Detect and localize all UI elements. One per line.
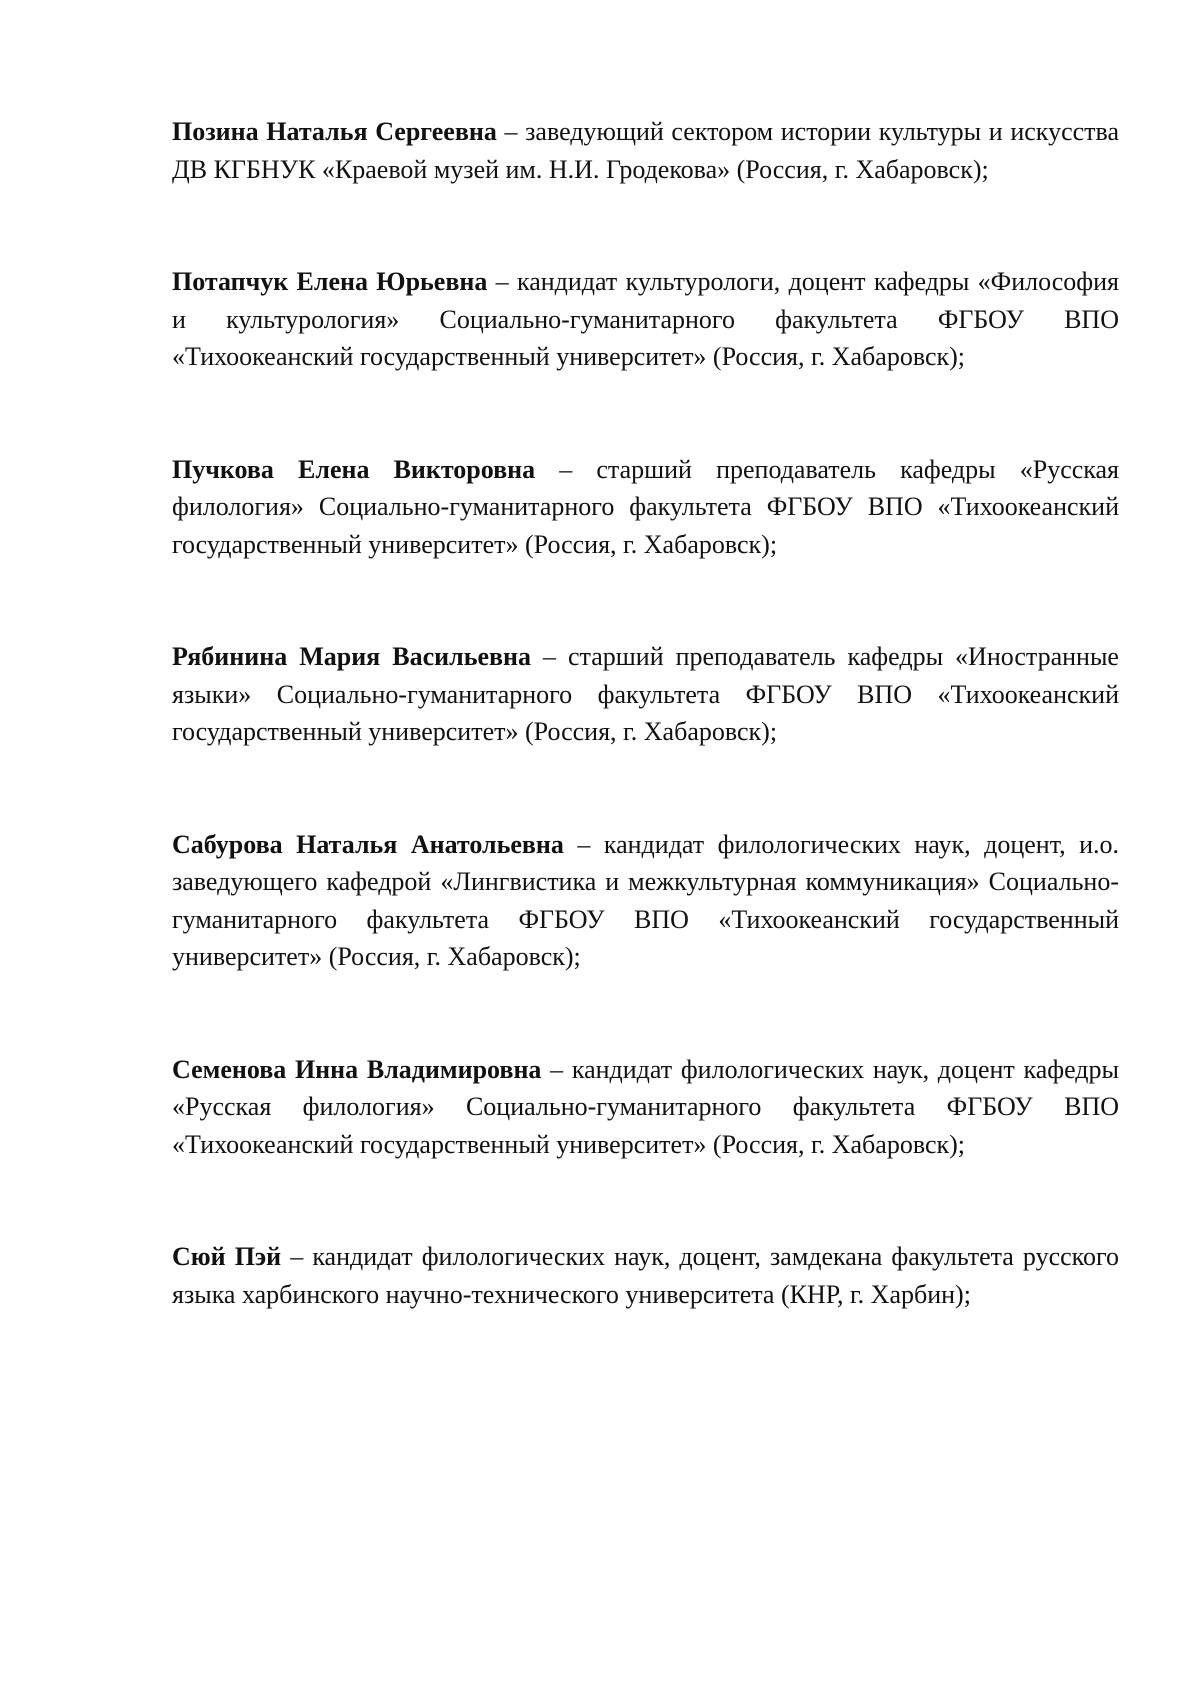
person-description: – кандидат филологических наук, доцент, и.о. заведующего кафедрой «Лингвистика и межкультурная коммуникация» Социально-гуманитарного факультета ФГБОУ ВПО «Тихоокеанский государственный университет» (Россия, г. Хабаровск); — [172, 829, 1119, 971]
person-entry — [172, 263, 1119, 376]
person-name: Позина Наталья Сергеевна — [172, 117, 497, 146]
person-description: – кандидат филологических наук, доцент, замдекана факультета русского языка харбинского научно-технического университета (КНР, г. Харбин); — [172, 1242, 1119, 1309]
person-name: Сабурова Наталья Анатольевна — [172, 829, 564, 859]
person-description: – кандидат культурологи, доцент кафедры «Философия и культурология» Социально-гуманитарного факультета ФГБОУ ВПО «Тихоокеанский государственный университет» (Россия, г. Хабаровск); — [172, 267, 1119, 371]
person-description: – старший преподаватель кафедры «Иностранные языки» Социально-гуманитарного факультета ФГБОУ ВПО «Тихоокеанский государственный университет» (Россия, г. Хабаровск); — [172, 642, 1119, 746]
person-name: Пучкова Елена Викторовна — [172, 454, 536, 484]
person-entry — [172, 113, 1119, 188]
person-description: – старший преподаватель кафедры «Русская филология» Социально-гуманитарного факультета ФГБОУ ВПО «Тихоокеанский государственный университет» (Россия, г. Хабаровск); — [172, 454, 1120, 559]
person-entry — [172, 1238, 1119, 1313]
person-name: Сюй Пэй — [172, 1242, 282, 1271]
person-description: – заведующий сектором истории культуры и искусства ДВ КГБНУК «Краевой музей им. Н.И. Гродекова» (Россия, г. Хабаровск); — [172, 117, 1119, 184]
person-name: Семенова Инна Владимировна — [172, 1054, 542, 1084]
person-entry — [172, 638, 1119, 751]
person-description: – кандидат филологических наук, доцент кафедры «Русская филология» Социально-гуманитарного факультета ФГБОУ ВПО «Тихоокеанский государственный университет» (Россия, г. Хабаровск); — [172, 1054, 1119, 1159]
person-name: Потапчук Елена Юрьевна — [172, 267, 488, 296]
person-entry — [172, 826, 1119, 976]
person-entry — [172, 1051, 1119, 1164]
person-entry — [172, 451, 1119, 564]
person-list — [172, 113, 1119, 1313]
person-name: Рябинина Мария Васильевна — [172, 642, 531, 671]
